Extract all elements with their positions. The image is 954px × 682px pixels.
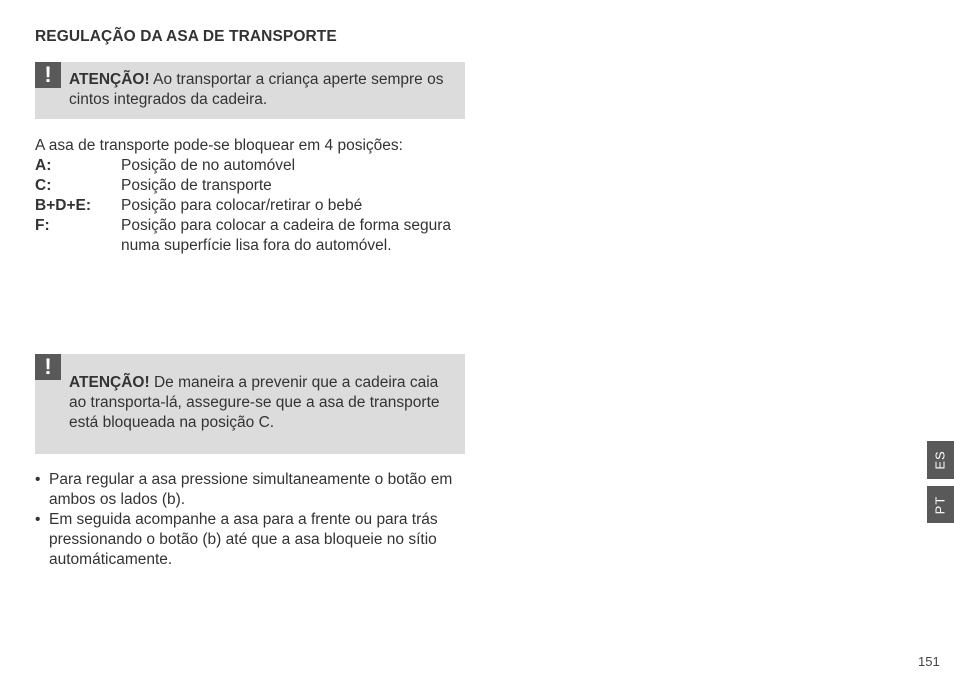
- list-item: [35, 470, 465, 510]
- position-list: [35, 156, 485, 256]
- position-description: Posição para colocar/retirar o bebé: [121, 197, 363, 214]
- list-item: [35, 510, 465, 570]
- language-tab-es[interactable]: [927, 441, 954, 479]
- warning-message: De maneira a prevenir que a cadeira caia ao transporta-lá, assegure-se que a asa de transporte está bloqueada na posição C.: [69, 374, 440, 431]
- position-description: Posição de no automóvel: [121, 157, 296, 174]
- bullet-icon: •: [35, 511, 41, 528]
- exclamation-icon: !: [35, 62, 61, 88]
- position-description: Posição de transporte: [121, 177, 272, 194]
- warning-text-1: [69, 70, 457, 110]
- position-row: [35, 176, 485, 196]
- intro-text: A asa de transporte pode-se bloquear em 4 posições:: [35, 137, 403, 154]
- instruction-list: [35, 470, 465, 570]
- list-item-text: Em seguida acompanhe a asa para a frente ou para trás pressionando o botão (b) até que a asa bloqueie no sítio automáticamente.: [49, 511, 438, 568]
- position-key: B+D+E:: [35, 197, 91, 214]
- position-description: Posição para colocar a cadeira de forma segura numa superfície lisa fora do automóvel.: [121, 217, 451, 254]
- position-row: [35, 196, 485, 216]
- position-row: [35, 216, 485, 256]
- section-heading: REGULAÇÃO DA ASA DE TRANSPORTE: [35, 28, 337, 45]
- warning-text-2: [69, 373, 457, 433]
- language-tab-pt[interactable]: [927, 486, 954, 523]
- warning-label: ATENÇÃO!: [69, 374, 150, 391]
- position-key: C:: [35, 177, 52, 194]
- warning-box-1: [35, 62, 465, 119]
- language-tab-label: PT: [932, 495, 948, 514]
- position-key: A:: [35, 157, 52, 174]
- warning-message: Ao transportar a criança aperte sempre os cintos integrados da cadeira.: [69, 71, 444, 108]
- position-key: F:: [35, 217, 50, 234]
- page-number: 151: [918, 654, 940, 669]
- language-tab-label: ES: [932, 450, 948, 470]
- position-row: [35, 156, 485, 176]
- warning-box-2: [35, 354, 465, 454]
- warning-label: ATENÇÃO!: [69, 71, 150, 88]
- list-item-text: Para regular a asa pressione simultaneamente o botão em ambos os lados (b).: [49, 471, 453, 508]
- exclamation-icon: !: [35, 354, 61, 380]
- bullet-icon: •: [35, 471, 41, 488]
